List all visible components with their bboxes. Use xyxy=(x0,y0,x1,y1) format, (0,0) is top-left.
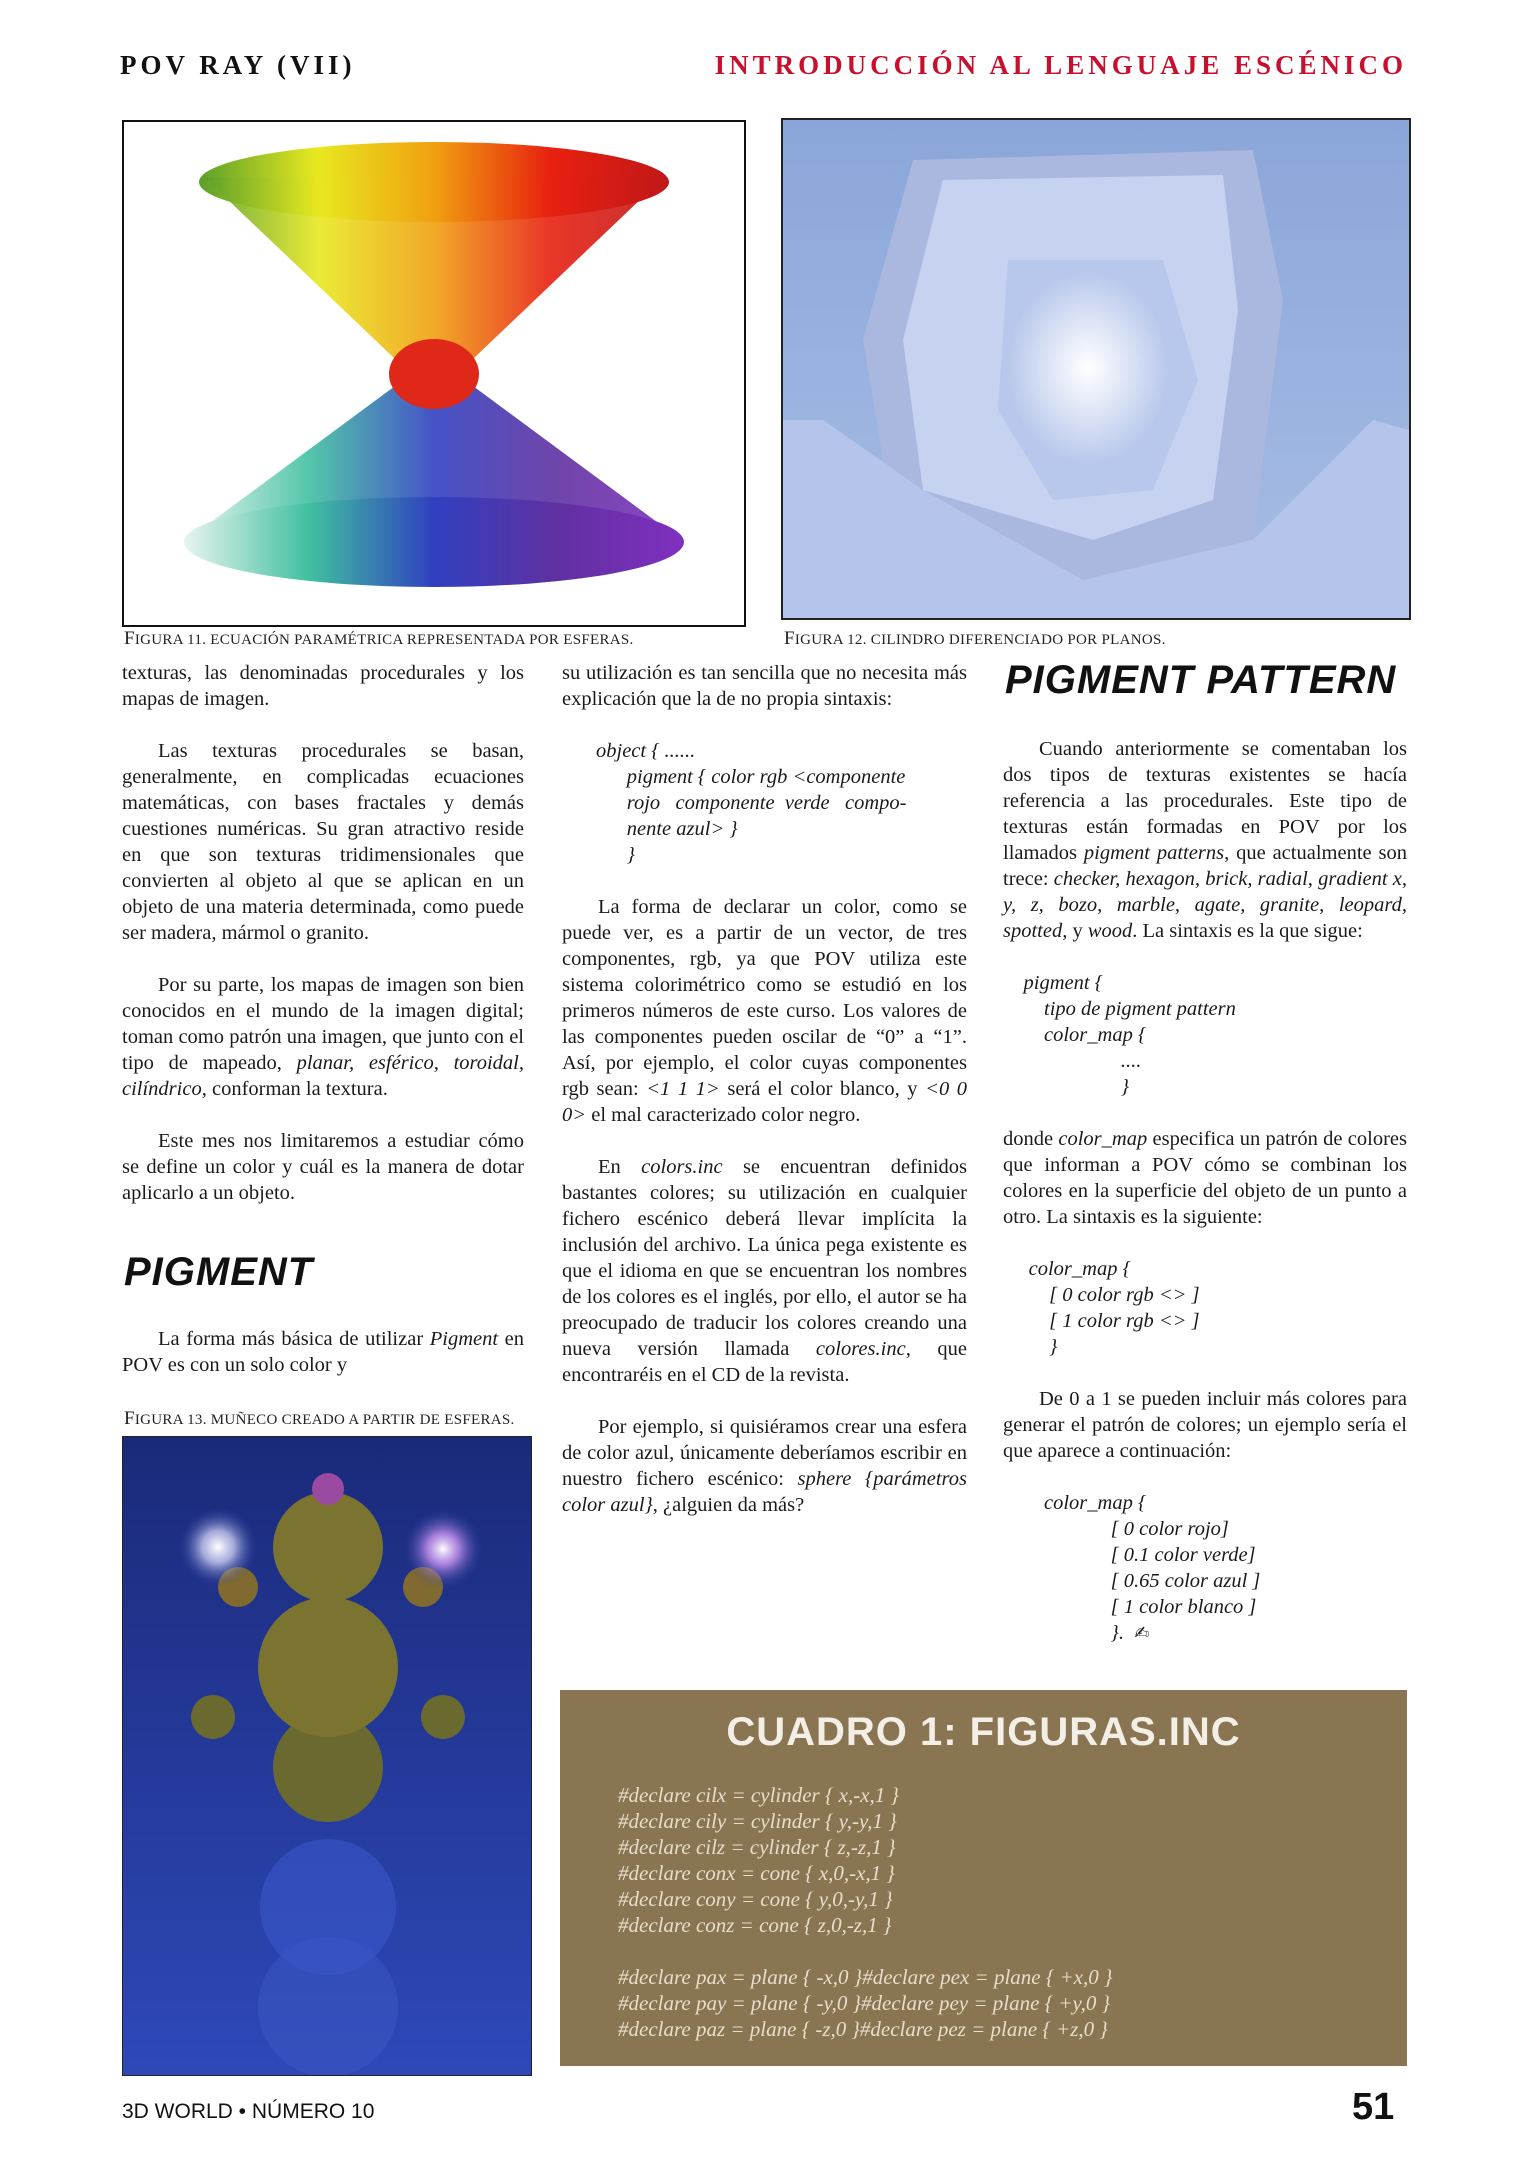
code-block: object { ...... pigment { color rgb <componente rojo componente verde compo- nente azul> } } xyxy=(596,740,907,866)
running-header-left: POV RAY (VII) xyxy=(120,50,356,80)
code-block: pigment { tipo de pigment pattern color_map { .... } xyxy=(1023,972,1236,1098)
paragraph: texturas, las denominadas procedurales y los mapas de imagen. xyxy=(122,662,524,710)
column-1 xyxy=(122,660,524,1232)
column-2 xyxy=(562,660,967,1544)
figure-13-caption: FIGURA 13. MUÑECO CREADO A PARTIR DE ESFERAS. xyxy=(124,1408,515,1429)
section-title-pigment: PIGMENT xyxy=(124,1250,314,1294)
column-1-continued xyxy=(122,1326,524,1404)
code-block: color_map { [ 0 color rojo] [ 0.1 color verde] [ 0.65 color azul ] [ 1 color blanco ] }. ✍ xyxy=(1044,1492,1261,1644)
code-block: color_map { [ 0 color rgb <> ] [ 1 color rgb <> ] } xyxy=(1028,1258,1200,1358)
figure-12-image xyxy=(781,118,1411,620)
paragraph: donde color_map especifica un patrón de colores que informan a POV cómo se combinan los colores en la superficie del objeto de un punto a otro. La sintaxis es la siguiente: xyxy=(1003,1128,1407,1228)
running-header-right: INTRODUCCIÓN AL LENGUAJE ESCÉNICO xyxy=(714,50,1407,80)
paragraph: Este mes nos limitaremos a estudiar cómo se define un color y cuál es la manera de dotar aplicarlo a un objeto. xyxy=(122,1130,524,1204)
paragraph: En colors.inc se encuentran definidos bastantes colores; su utilización en cualquier fichero escénico deberá llevar implícita la inclusión del archivo. La única pega existente es que el idioma en que se encuentran los nombres de los colores es el inglés, por ello, el autor se ha preocupado de traducir los colores creando una nueva versión llamada colores.inc, que encontraréis en el CD de la revista. xyxy=(562,1156,967,1386)
figure-12-caption: FIGURA 12. CILINDRO DIFERENCIADO POR PLANOS. xyxy=(784,628,1166,649)
footer-publication: 3D WORLD • NÚMERO 10 xyxy=(122,2100,375,2123)
figure-13-image xyxy=(122,1436,532,2076)
paragraph: La forma de declarar un color, como se puede ver, es a partir de un vector, de tres componentes, rgb, ya que POV utiliza este sistema colorimétrico como se estudió en los primeros números de este curso. Los valores de las componentes pueden oscilar de “0” a “1”. Así, por ejemplo, el color cuyas componentes rgb sean: <1 1 1> será el color blanco, y <0 0 0> el mal caracterizado color negro. xyxy=(562,896,968,1126)
paragraph: Las texturas procedurales se basan, generalmente, en complicadas ecuaciones matemáticas, con bases fractales y demás cuestiones numéricas. Su gran atractivo reside en que son texturas tridimensionales que convierten al objeto al que se aplican en un objeto de una materia determinada, como puede ser madera, mármol o granito. xyxy=(122,740,524,944)
signature-icon: ✍ xyxy=(1134,1623,1150,1644)
figure-11-image xyxy=(122,120,746,627)
page-number: 51 xyxy=(1352,2086,1395,2128)
paragraph: Por su parte, los mapas de imagen son bien conocidos en el mundo de la imagen digital; toman como patrón una imagen, que junto con el tipo de mapeado, planar, esférico, toroidal, cilíndrico, conforman la textura. xyxy=(122,974,524,1100)
paragraph: Por ejemplo, si quisiéramos crear una esfera de color azul, únicamente deberíamos escribir en nuestro fichero escénico: sphere {parámetros color azul}, ¿alguien da más? xyxy=(562,1416,967,1516)
box-title: CUADRO 1: FIGURAS.INC xyxy=(726,1710,1241,1754)
paragraph: De 0 a 1 se pueden incluir más colores para generar el patrón de colores; un ejemplo sería el que aparece a continuación: xyxy=(1003,1388,1407,1462)
paragraph: Cuando anteriormente se comentaban los dos tipos de texturas existentes se hacía referencia a las procedurales. Este tipo de texturas están formadas en POV por los llamados pigment patterns, que actualmente son trece: checker, hexagon, brick, radial, gradient x, y, z, bozo, marble, agate, granite, leopard, spotted, y wood. La sintaxis es la que sigue: xyxy=(1003,738,1407,942)
box-code: #declare cilx = cylinder { x,-x,1 } #declare cily = cylinder { y,-y,1 } #declare cilz = cylinder { z,-z,1 } #declare conx = cone { x,0,-x,1 } #declare cony = cone { y,0,-y,1 } #declare conz = cone { z,0,-z,1 } #declare pax = plane { -x,0 }#declare pex = plane { +x,0 } #declare pay = plane { -y,0 }#declare pey = plane { +y,0 } #declare paz = plane { -z,0 }#declare pez = plane { +z,0 } xyxy=(618,1783,1113,2041)
figure-11-caption: FIGURA 11. ECUACIÓN PARAMÉTRICA REPRESENTADA POR ESFERAS. xyxy=(124,628,634,649)
paragraph: su utilización es tan sencilla que no necesita más explicación que la de no propia sintaxis: xyxy=(562,662,967,710)
column-3 xyxy=(1003,736,1407,1647)
section-title-pigment-pattern: PIGMENT PATTERN xyxy=(1005,658,1397,702)
paragraph: La forma más básica de utilizar Pigment en POV es con un solo color y xyxy=(122,1328,524,1376)
sidebar-box-figuras xyxy=(560,1690,1407,2066)
